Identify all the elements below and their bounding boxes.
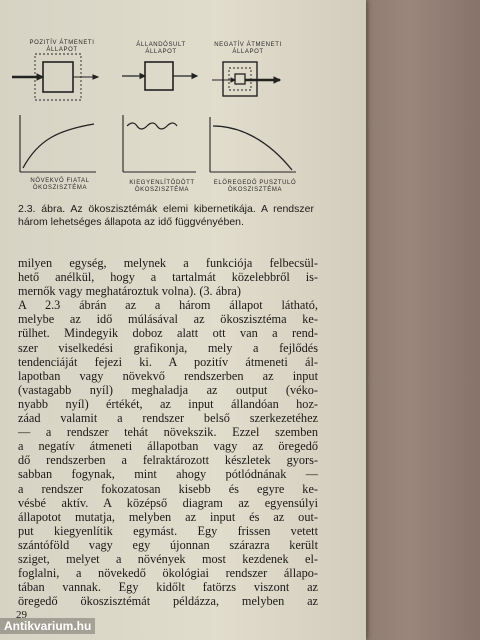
label-aging-ecosystem: ELÖREGEDŐ PUSZTULÓ ÖKOSZISZTÉMA [213,180,297,193]
text-line: melybe az idő múlásával az ökoszisztéma ke- [18,312,318,327]
growth-graph [20,115,96,172]
watermark: Antikvarium.hu [0,618,95,634]
text-line: a rendszer fokozatosan kisebb és egyre ke- [18,481,318,496]
text-line: lapotban vagy növekvő rendszerben az input [18,368,318,383]
figure-caption: 2.3. ábra. Az ökoszisztémák elemi kibernetikája. A rendszer három lehetséges állapota az idő függvényében. [18,203,314,228]
text-line: sabban fogynak, mint ahogy pótlódnának — [18,467,318,482]
text-line: tendenciáját fejezi ki. A pozitív átmeneti ál- [18,354,318,369]
page-number: 29 [16,609,27,621]
body-text [18,256,318,608]
text-line: hető anélkül, hogy a tartalmát közelebbről is- [18,270,318,285]
text-line: — a rendszer tehát növekszik. Ezzel szemben [18,425,318,440]
text-line: vésbé aktív. A középső diagram az egyensúlyi [18,495,318,510]
negative-state-box [212,62,280,96]
label-positive-state: POZITÍV ÁTMENETI ÁLLAPOT [29,40,95,53]
figure-drawing [0,0,366,200]
text-line: öregedő ökoszisztémát példázza, melyben az [18,594,318,609]
text-line: A 2.3 ábrán az a három állapot látható, [18,298,318,313]
text-line: szer viselkedési grafikonja, mely a fejlődés [18,340,318,355]
text-line: milyen egység, melynek a funkciója felbecsül- [18,256,318,270]
text-line: tában vannak. Egy kidőlt fatörzs viszont az [18,580,318,595]
text-line: mernők vagy meghatároztuk volna). (3. ábra) [18,284,241,299]
text-line: rülhet. Mindegyik doboz alatt ott van a rend- [18,326,318,341]
label-steady-state: ÁLLANDÓSULT ÁLLAPOT [136,42,186,55]
text-line: put kiegyenlítik egymást. Egy frissen vetett [18,523,318,538]
ecosystem-cybernetics-figure [0,0,366,200]
text-line: foglalni, a növekedő ökológiai rendszer állapo- [18,566,318,581]
steady-state-box [122,62,197,90]
positive-state-box [12,54,98,100]
text-line: nyabb nyíl) értékét, az input állandóan hoz- [18,396,318,411]
decline-graph [210,117,296,172]
steady-graph [123,115,196,172]
text-line: szántóföld vagy egy újonnan szárazra került [18,537,318,552]
text-line: a negatív átmeneti állapotban vagy az öregedő [18,439,318,454]
label-negative-state: NEGATÍV ÁTMENETI ÁLLAPOT [214,42,282,55]
text-line: sziget, melyet a növények most kezdenek el- [18,551,318,566]
label-balanced-ecosystem: KIEGYENLÍTŐDÖTT ÖKOSZISZTÉMA [129,180,195,193]
text-line: állapotot mutatja, melyben az input és az out- [18,509,318,524]
label-growing-ecosystem: NÖVEKVŐ FIATAL ÖKOSZISZTÉMA [30,178,90,191]
text-line: dő rendszerben a felraktározott készletek gyors- [18,453,318,468]
book-background [360,0,480,640]
text-line: záad valamit a rendszer belső szerkezetéhez [18,411,318,426]
text-line: (vastagabb nyíl) meghaladja az output (véko- [18,382,318,397]
